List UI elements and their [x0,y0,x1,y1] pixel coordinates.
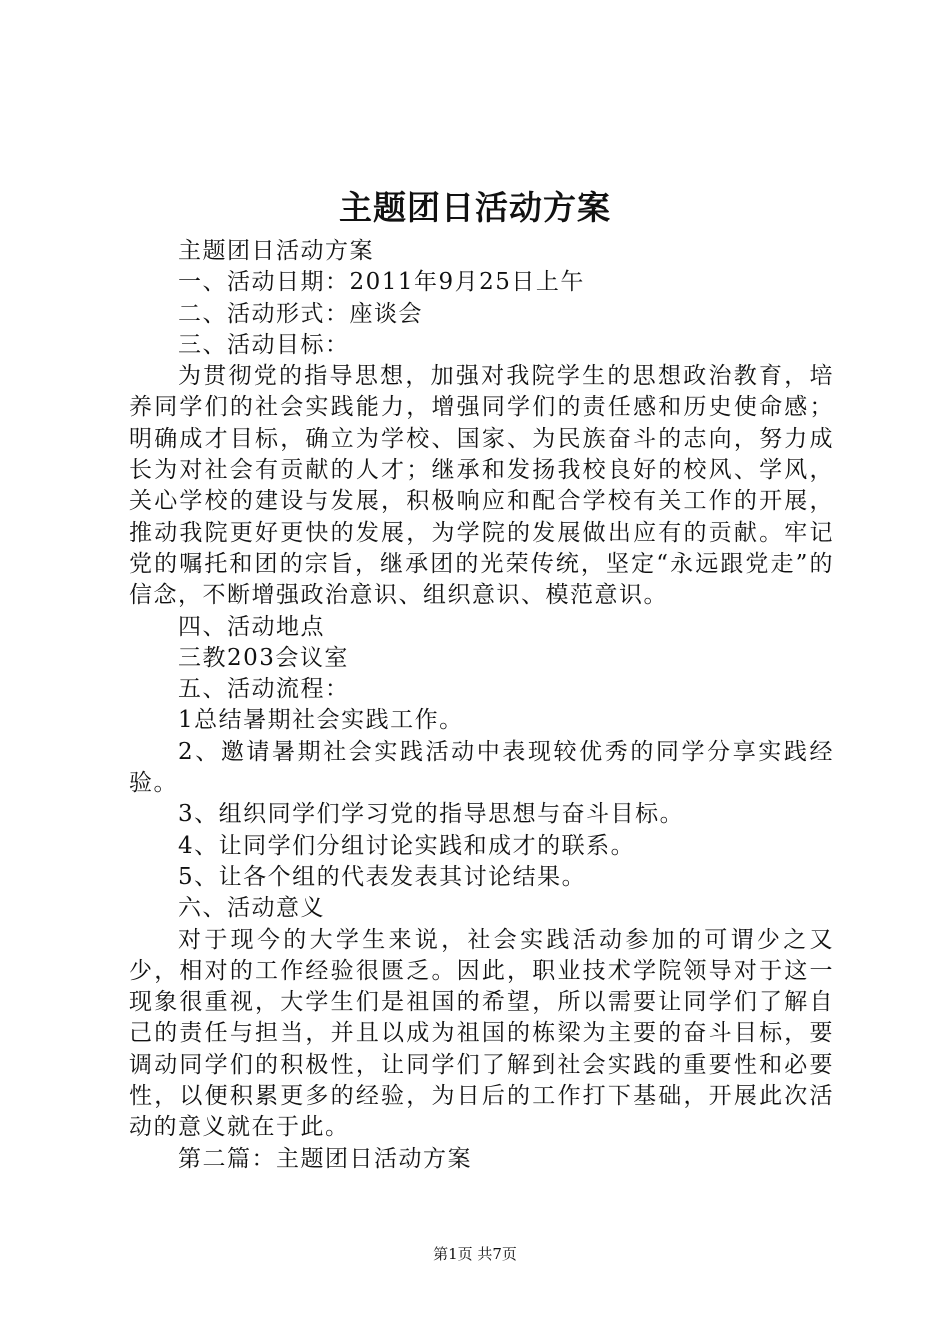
page-number-footer: 第1页 共7页 [433,1245,517,1263]
paragraph-activity-location: 三教203会议室 [178,644,349,671]
paragraph-activity-process-heading: 五、活动流程： [178,676,350,703]
paragraph-process-step-3: 3、组织同学们学习党的指导思想与奋斗目标。 [178,801,685,828]
document-title: 主题团日活动方案 [339,188,611,227]
paragraph-process-step-5: 5、让各个组的代表发表其讨论结果。 [178,863,587,890]
paragraph-activity-location-heading: 四、活动地点 [178,613,325,640]
paragraph-activity-format: 二、活动形式：座谈会 [178,300,423,327]
paragraph-significance: 对于现今的大学生来说，社会实践活动参加的可谓少之又少，相对的工作经验很匮乏。因此，职业技术学院领导对于这一现象很重视，大学生们是祖国的希望，所以需要让同学们了解自己的责任与担当，并且以成为祖国的栋梁为主要的奋斗目标，要调动同学们的积极性，让同学们了解到社会实践的重要性和必要性，以便积累更多的经验，为日后的工作打下基础，开展此次活动的意义就在于此。 [129,926,834,1141]
paragraph-process-step-4: 4、让同学们分组讨论实践和成才的联系。 [178,832,636,859]
paragraph-activity-date: 一、活动日期：2011年9月25日上午 [178,269,585,296]
paragraph-significance-heading: 六、活动意义 [178,895,325,922]
paragraph-process-step-2: 2、邀请暑期社会实践活动中表现较优秀的同学分享实践经验。 [129,738,834,797]
document-body [129,236,834,1175]
paragraph-second-part-heading: 第二篇：主题团日活动方案 [178,1145,472,1172]
paragraph-activity-goals: 为贯彻党的指导思想，加强对我院学生的思想政治教育，培养同学们的社会实践能力，增强同学们的责任感和历史使命感；明确成才目标，确立为学校、国家、为民族奋斗的志向，努力成长为对社会有贡献的人才；继承和发扬我校良好的校风、学风，关心学校的建设与发展，积极响应和配合学校有关工作的开展，推动我院更好更快的发展，为学院的发展做出应有的贡献。牢记党的嘱托和团的宗旨，继承团的光荣传统，坚定“永远跟党走”的信念，不断增强政治意识、组织意识、模范意识。 [129,363,834,609]
paragraph-process-step-1: 1总结暑期社会实践工作。 [178,707,464,734]
paragraph-activity-goals-heading: 三、活动目标： [178,331,350,358]
paragraph-heading: 主题团日活动方案 [178,238,374,264]
